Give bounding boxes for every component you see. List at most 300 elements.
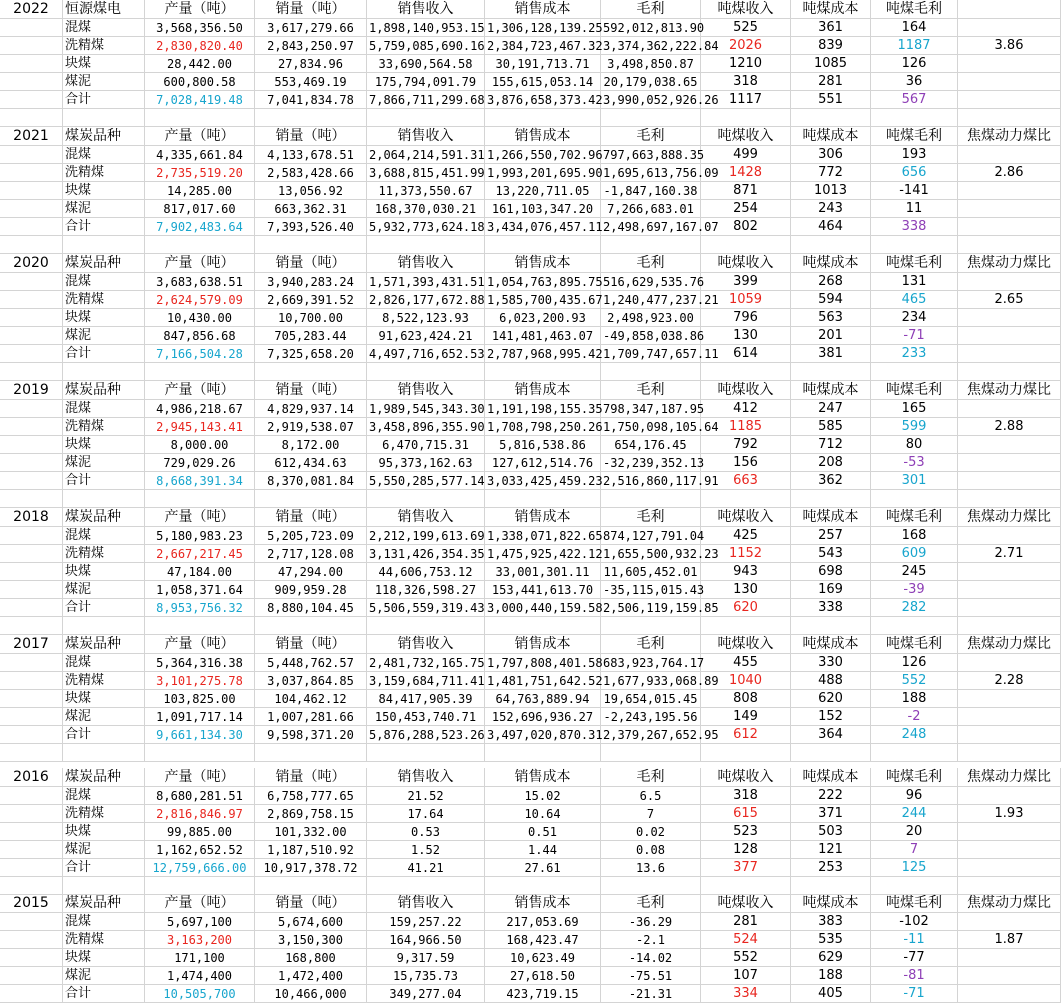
output-cell[interactable]: 3,163,200: [145, 931, 255, 949]
cost-cell[interactable]: 1,797,808,401.58: [487, 656, 603, 670]
per-ton-revenue-cell[interactable]: 792: [701, 436, 791, 454]
output-cell[interactable]: 2,667,217.45: [145, 545, 255, 563]
cost-cell[interactable]: 2,787,968,995.42: [487, 347, 603, 361]
column-header[interactable]: 销售收入: [367, 768, 485, 787]
coal-type-cell[interactable]: 合计: [63, 472, 145, 490]
per-ton-cost-cell[interactable]: 208: [791, 454, 871, 472]
gross-profit-cell[interactable]: 2,379,267,652.95: [603, 728, 719, 742]
empty-cell[interactable]: [0, 363, 63, 381]
column-header[interactable]: 销售收入: [367, 508, 485, 527]
cost-cell[interactable]: 30,191,713.71: [485, 55, 601, 73]
empty-cell[interactable]: [958, 690, 1061, 708]
gross-profit-cell[interactable]: 6.5: [601, 787, 701, 805]
per-ton-gross-cell[interactable]: 193: [871, 146, 958, 164]
empty-cell[interactable]: [0, 309, 63, 327]
empty-cell[interactable]: [145, 236, 255, 254]
empty-cell[interactable]: [485, 617, 601, 635]
column-header[interactable]: 销量（吨）: [255, 894, 367, 913]
revenue-cell[interactable]: 3,688,815,451.99: [369, 166, 485, 180]
column-header[interactable]: 吨煤成本: [791, 894, 871, 913]
gross-profit-cell[interactable]: -36.29: [601, 913, 701, 931]
gross-profit-cell[interactable]: 654,176.45: [601, 436, 701, 454]
empty-cell[interactable]: [601, 617, 701, 635]
cost-cell[interactable]: 1,481,751,642.52: [487, 674, 603, 688]
column-header[interactable]: 吨煤毛利: [871, 768, 958, 787]
revenue-cell[interactable]: 91,623,424.21: [367, 327, 485, 345]
empty-cell[interactable]: [871, 617, 958, 635]
revenue-cell[interactable]: 2,064,214,591.31: [369, 148, 485, 162]
column-header[interactable]: 煤炭品种: [63, 508, 145, 527]
empty-cell[interactable]: [958, 985, 1061, 1003]
per-ton-cost-cell[interactable]: 362: [791, 472, 871, 490]
empty-cell[interactable]: [0, 73, 63, 91]
per-ton-cost-cell[interactable]: 1085: [791, 55, 871, 73]
sales-cell[interactable]: 2,869,758.15: [255, 805, 367, 823]
empty-cell[interactable]: [958, 913, 1061, 931]
per-ton-revenue-cell[interactable]: 871: [701, 182, 791, 200]
per-ton-revenue-cell[interactable]: 412: [701, 400, 791, 418]
column-header[interactable]: 产量（吨）: [145, 635, 255, 654]
gross-profit-cell[interactable]: 1,677,933,068.89: [603, 674, 719, 688]
per-ton-gross-cell[interactable]: 233: [871, 345, 958, 363]
empty-cell[interactable]: [0, 454, 63, 472]
column-header[interactable]: 煤炭品种: [63, 381, 145, 400]
gross-profit-cell[interactable]: 3,990,052,926.26: [603, 93, 719, 107]
per-ton-cost-cell[interactable]: 169: [791, 581, 871, 599]
column-header[interactable]: 销售成本: [485, 0, 601, 19]
empty-cell[interactable]: [791, 236, 871, 254]
column-header[interactable]: 吨煤收入: [701, 635, 791, 654]
empty-cell[interactable]: [145, 877, 255, 895]
sales-cell[interactable]: 1,007,281.66: [255, 708, 367, 726]
column-header[interactable]: 销售成本: [485, 768, 601, 787]
per-ton-cost-cell[interactable]: 488: [791, 672, 871, 690]
empty-cell[interactable]: [701, 363, 791, 381]
per-ton-revenue-cell[interactable]: 1428: [701, 164, 791, 182]
revenue-cell[interactable]: 11,373,550.67: [367, 182, 485, 200]
per-ton-cost-cell[interactable]: 121: [791, 841, 871, 859]
per-ton-gross-cell[interactable]: -53: [871, 454, 958, 472]
per-ton-gross-cell[interactable]: 609: [871, 545, 958, 563]
coking-thermal-ratio-cell[interactable]: 3.86: [958, 37, 1061, 55]
sales-cell[interactable]: 5,205,723.09: [255, 527, 367, 545]
empty-cell[interactable]: [958, 859, 1061, 877]
column-header[interactable]: 吨煤收入: [701, 127, 791, 146]
column-header[interactable]: 销售收入: [367, 0, 485, 19]
gross-profit-cell[interactable]: 2,516,860,117.91: [603, 474, 719, 488]
empty-cell[interactable]: [871, 109, 958, 127]
empty-cell[interactable]: [485, 744, 601, 762]
gross-profit-cell[interactable]: 13.6: [601, 859, 701, 877]
column-header[interactable]: 吨煤收入: [701, 381, 791, 400]
per-ton-gross-cell[interactable]: 7: [871, 841, 958, 859]
per-ton-revenue-cell[interactable]: 620: [701, 599, 791, 617]
empty-cell[interactable]: [871, 490, 958, 508]
empty-cell[interactable]: [255, 109, 367, 127]
empty-cell[interactable]: [958, 563, 1061, 581]
per-ton-cost-cell[interactable]: 257: [791, 527, 871, 545]
column-header[interactable]: 销售成本: [485, 254, 601, 273]
cost-cell[interactable]: 27.61: [485, 859, 601, 877]
cost-cell[interactable]: 10.64: [485, 805, 601, 823]
per-ton-cost-cell[interactable]: 306: [791, 146, 871, 164]
empty-cell[interactable]: [871, 236, 958, 254]
per-ton-revenue-cell[interactable]: 523: [701, 823, 791, 841]
per-ton-revenue-cell[interactable]: 318: [701, 73, 791, 91]
revenue-cell[interactable]: 15,735.73: [367, 967, 485, 985]
column-header[interactable]: 产量（吨）: [145, 127, 255, 146]
coal-type-cell[interactable]: 混煤: [63, 19, 145, 37]
per-ton-revenue-cell[interactable]: 2026: [701, 37, 791, 55]
output-cell[interactable]: 14,285.00: [145, 182, 255, 200]
empty-cell[interactable]: [0, 877, 63, 895]
sales-cell[interactable]: 3,940,283.24: [255, 273, 367, 291]
sales-cell[interactable]: 3,037,864.85: [255, 672, 367, 690]
empty-cell[interactable]: [63, 877, 145, 895]
per-ton-revenue-cell[interactable]: 615: [701, 805, 791, 823]
output-cell[interactable]: 7,902,483.64: [145, 218, 255, 236]
gross-profit-cell[interactable]: -32,239,352.13: [603, 456, 705, 470]
column-header[interactable]: 焦煤动力煤比: [958, 768, 1061, 787]
column-header[interactable]: 吨煤成本: [791, 381, 871, 400]
per-ton-revenue-cell[interactable]: 1210: [701, 55, 791, 73]
column-header[interactable]: 产量（吨）: [145, 894, 255, 913]
column-header[interactable]: 销售成本: [485, 508, 601, 527]
empty-cell[interactable]: [145, 617, 255, 635]
cost-cell[interactable]: 27,618.50: [485, 967, 601, 985]
per-ton-cost-cell[interactable]: 1013: [791, 182, 871, 200]
gross-profit-cell[interactable]: 1,240,477,237.21: [603, 293, 719, 307]
empty-cell[interactable]: [958, 949, 1061, 967]
per-ton-revenue-cell[interactable]: 612: [701, 726, 791, 744]
column-header[interactable]: 销售成本: [485, 381, 601, 400]
cost-cell[interactable]: 161,103,347.20: [485, 200, 601, 218]
cost-cell[interactable]: 155,615,053.14: [485, 73, 601, 91]
empty-cell[interactable]: [601, 236, 701, 254]
sales-cell[interactable]: 6,758,777.65: [255, 787, 367, 805]
revenue-cell[interactable]: 8,522,123.93: [367, 309, 485, 327]
gross-profit-cell[interactable]: 516,629,535.76: [603, 275, 705, 289]
output-cell[interactable]: 1,091,717.14: [145, 708, 255, 726]
empty-cell[interactable]: [0, 182, 63, 200]
revenue-cell[interactable]: 3,458,896,355.90: [369, 420, 485, 434]
sales-cell[interactable]: 10,917,378.72: [255, 859, 367, 877]
coal-type-cell[interactable]: 合计: [63, 599, 145, 617]
column-header[interactable]: 焦煤动力煤比: [958, 381, 1061, 400]
per-ton-revenue-cell[interactable]: 425: [701, 527, 791, 545]
empty-cell[interactable]: [367, 877, 485, 895]
empty-cell[interactable]: [958, 454, 1061, 472]
empty-cell[interactable]: [0, 599, 63, 617]
per-ton-cost-cell[interactable]: 839: [791, 37, 871, 55]
empty-cell[interactable]: [958, 490, 1061, 508]
coal-type-cell[interactable]: 混煤: [63, 913, 145, 931]
cost-cell[interactable]: 6,023,200.93: [485, 309, 601, 327]
coal-type-cell[interactable]: 煤泥: [63, 967, 145, 985]
revenue-cell[interactable]: 44,606,753.12: [367, 563, 485, 581]
empty-cell[interactable]: [367, 744, 485, 762]
cost-cell[interactable]: 3,033,425,459.23: [487, 474, 603, 488]
revenue-cell[interactable]: 1.52: [367, 841, 485, 859]
per-ton-cost-cell[interactable]: 563: [791, 309, 871, 327]
sales-cell[interactable]: 909,959.28: [255, 581, 367, 599]
column-header[interactable]: 毛利: [601, 254, 701, 273]
gross-profit-cell[interactable]: 592,012,813.90: [603, 21, 705, 35]
gross-profit-cell[interactable]: 7: [601, 805, 701, 823]
per-ton-gross-cell[interactable]: 1187: [871, 37, 958, 55]
empty-cell[interactable]: [485, 490, 601, 508]
per-ton-cost-cell[interactable]: 383: [791, 913, 871, 931]
coal-type-cell[interactable]: 合计: [63, 859, 145, 877]
revenue-cell[interactable]: 6,470,715.31: [367, 436, 485, 454]
coal-type-cell[interactable]: 洗精煤: [63, 291, 145, 309]
revenue-cell[interactable]: 5,550,285,577.14: [369, 474, 485, 488]
empty-cell[interactable]: [958, 182, 1061, 200]
empty-cell[interactable]: [958, 273, 1061, 291]
empty-cell[interactable]: [0, 787, 63, 805]
coking-thermal-ratio-cell[interactable]: 2.86: [958, 164, 1061, 182]
per-ton-gross-cell[interactable]: 188: [871, 690, 958, 708]
output-cell[interactable]: 5,697,100: [145, 913, 255, 931]
empty-cell[interactable]: [0, 418, 63, 436]
output-cell[interactable]: 2,945,143.41: [145, 418, 255, 436]
gross-profit-cell[interactable]: 7,266,683.01: [601, 200, 701, 218]
cost-cell[interactable]: 1,191,198,155.35: [487, 402, 603, 416]
empty-cell[interactable]: [0, 164, 63, 182]
empty-cell[interactable]: [958, 55, 1061, 73]
empty-cell[interactable]: [63, 744, 145, 762]
empty-cell[interactable]: [958, 708, 1061, 726]
column-header[interactable]: 吨煤毛利: [871, 894, 958, 913]
revenue-cell[interactable]: 0.53: [367, 823, 485, 841]
empty-cell[interactable]: [0, 146, 63, 164]
per-ton-gross-cell[interactable]: -102: [871, 913, 958, 931]
output-cell[interactable]: 1,162,652.52: [145, 841, 255, 859]
sales-cell[interactable]: 8,370,081.84: [255, 472, 367, 490]
column-header[interactable]: 吨煤成本: [791, 127, 871, 146]
gross-profit-cell[interactable]: -49,858,038.86: [603, 329, 705, 343]
empty-cell[interactable]: [958, 400, 1061, 418]
cost-cell[interactable]: 3,876,658,373.42: [487, 93, 603, 107]
sales-cell[interactable]: 1,187,510.92: [255, 841, 367, 859]
cost-cell[interactable]: 33,001,301.11: [485, 563, 601, 581]
output-cell[interactable]: 729,029.26: [145, 454, 255, 472]
column-header[interactable]: 毛利: [601, 127, 701, 146]
column-header[interactable]: 吨煤成本: [791, 768, 871, 787]
column-header[interactable]: 吨煤毛利: [871, 127, 958, 146]
output-cell[interactable]: 12,759,666.00: [145, 859, 255, 877]
per-ton-cost-cell[interactable]: 698: [791, 563, 871, 581]
per-ton-revenue-cell[interactable]: 796: [701, 309, 791, 327]
empty-cell[interactable]: [0, 690, 63, 708]
per-ton-cost-cell[interactable]: 201: [791, 327, 871, 345]
gross-profit-cell[interactable]: 1,695,613,756.09: [603, 166, 719, 180]
per-ton-cost-cell[interactable]: 152: [791, 708, 871, 726]
per-ton-cost-cell[interactable]: 551: [791, 91, 871, 109]
per-ton-gross-cell[interactable]: 282: [871, 599, 958, 617]
gross-profit-cell[interactable]: 798,347,187.95: [603, 402, 705, 416]
column-header[interactable]: 销售收入: [367, 635, 485, 654]
per-ton-revenue-cell[interactable]: 130: [701, 581, 791, 599]
per-ton-revenue-cell[interactable]: 1040: [701, 672, 791, 690]
output-cell[interactable]: 99,885.00: [145, 823, 255, 841]
revenue-cell[interactable]: 5,876,288,523.26: [369, 728, 485, 742]
empty-cell[interactable]: [958, 218, 1061, 236]
per-ton-gross-cell[interactable]: 11: [871, 200, 958, 218]
empty-cell[interactable]: [601, 744, 701, 762]
coal-type-cell[interactable]: 块煤: [63, 949, 145, 967]
column-header[interactable]: 吨煤收入: [701, 768, 791, 787]
gross-profit-cell[interactable]: -35,115,015.43: [603, 583, 705, 597]
gross-profit-cell[interactable]: -1,847,160.38: [601, 182, 701, 200]
revenue-cell[interactable]: 164,966.50: [367, 931, 485, 949]
empty-cell[interactable]: [0, 823, 63, 841]
revenue-cell[interactable]: 168,370,030.21: [367, 200, 485, 218]
revenue-cell[interactable]: 95,373,162.63: [367, 454, 485, 472]
year-label[interactable]: 2015: [0, 894, 63, 913]
revenue-cell[interactable]: 84,417,905.39: [367, 690, 485, 708]
per-ton-revenue-cell[interactable]: 524: [701, 931, 791, 949]
year-label[interactable]: 2021: [0, 127, 63, 146]
empty-cell[interactable]: [0, 563, 63, 581]
empty-cell[interactable]: [0, 273, 63, 291]
empty-cell[interactable]: [485, 877, 601, 895]
column-header[interactable]: 煤炭品种: [63, 127, 145, 146]
cost-cell[interactable]: 152,696,936.27: [485, 708, 601, 726]
coal-type-cell[interactable]: 洗精煤: [63, 164, 145, 182]
column-header[interactable]: 焦煤动力煤比: [958, 894, 1061, 913]
output-cell[interactable]: 3,101,275.78: [145, 672, 255, 690]
gross-profit-cell[interactable]: 1,750,098,105.64: [603, 420, 719, 434]
cost-cell[interactable]: 13,220,711.05: [485, 182, 601, 200]
cost-cell[interactable]: 3,434,076,457.11: [487, 220, 603, 234]
output-cell[interactable]: 5,364,316.38: [145, 654, 255, 672]
empty-cell[interactable]: [367, 109, 485, 127]
coal-type-cell[interactable]: 洗精煤: [63, 37, 145, 55]
per-ton-revenue-cell[interactable]: 281: [701, 913, 791, 931]
revenue-cell[interactable]: 3,159,684,711.41: [369, 674, 485, 688]
coal-type-cell[interactable]: 合计: [63, 345, 145, 363]
per-ton-gross-cell[interactable]: 36: [871, 73, 958, 91]
empty-cell[interactable]: [958, 345, 1061, 363]
empty-cell[interactable]: [958, 146, 1061, 164]
coal-type-cell[interactable]: 煤泥: [63, 841, 145, 859]
per-ton-revenue-cell[interactable]: 149: [701, 708, 791, 726]
column-header[interactable]: 吨煤收入: [701, 254, 791, 273]
coal-type-cell[interactable]: 煤泥: [63, 73, 145, 91]
per-ton-cost-cell[interactable]: 371: [791, 805, 871, 823]
per-ton-revenue-cell[interactable]: 254: [701, 200, 791, 218]
year-label[interactable]: 2019: [0, 381, 63, 400]
empty-cell[interactable]: [145, 744, 255, 762]
column-header[interactable]: 吨煤收入: [701, 894, 791, 913]
per-ton-gross-cell[interactable]: 165: [871, 400, 958, 418]
per-ton-gross-cell[interactable]: 599: [871, 418, 958, 436]
cost-cell[interactable]: 1,708,798,250.26: [487, 420, 603, 434]
column-header[interactable]: 吨煤收入: [701, 508, 791, 527]
revenue-cell[interactable]: 1,898,140,953.15: [369, 21, 485, 35]
sales-cell[interactable]: 4,829,937.14: [255, 400, 367, 418]
sales-cell[interactable]: 8,172.00: [255, 436, 367, 454]
empty-cell[interactable]: [701, 109, 791, 127]
empty-cell[interactable]: [958, 472, 1061, 490]
empty-cell[interactable]: [255, 490, 367, 508]
per-ton-revenue-cell[interactable]: 1059: [701, 291, 791, 309]
sales-cell[interactable]: 5,448,762.57: [255, 654, 367, 672]
coal-type-cell[interactable]: 块煤: [63, 55, 145, 73]
cost-cell[interactable]: 217,053.69: [485, 913, 601, 931]
output-cell[interactable]: 2,830,820.40: [145, 37, 255, 55]
coking-thermal-ratio-cell[interactable]: 1.87: [958, 931, 1061, 949]
revenue-cell[interactable]: 5,932,773,624.18: [369, 220, 485, 234]
gross-profit-cell[interactable]: 11,605,452.01: [601, 563, 701, 581]
sales-cell[interactable]: 2,583,428.66: [255, 164, 367, 182]
column-header[interactable]: 销售收入: [367, 381, 485, 400]
empty-cell[interactable]: [367, 236, 485, 254]
coal-type-cell[interactable]: 洗精煤: [63, 931, 145, 949]
empty-cell[interactable]: [958, 967, 1061, 985]
empty-cell[interactable]: [871, 363, 958, 381]
sales-cell[interactable]: 3,617,279.66: [255, 19, 367, 37]
column-header[interactable]: 吨煤毛利: [871, 254, 958, 273]
coking-thermal-ratio-cell[interactable]: 2.28: [958, 672, 1061, 690]
per-ton-gross-cell[interactable]: 126: [871, 654, 958, 672]
output-cell[interactable]: 600,800.58: [145, 73, 255, 91]
empty-cell[interactable]: [485, 236, 601, 254]
per-ton-revenue-cell[interactable]: 808: [701, 690, 791, 708]
column-header[interactable]: 毛利: [601, 894, 701, 913]
sales-cell[interactable]: 2,717,128.08: [255, 545, 367, 563]
per-ton-gross-cell[interactable]: 168: [871, 527, 958, 545]
per-ton-cost-cell[interactable]: 535: [791, 931, 871, 949]
column-header[interactable]: 焦煤动力煤比: [958, 254, 1061, 273]
empty-cell[interactable]: [701, 490, 791, 508]
output-cell[interactable]: 1,474,400: [145, 967, 255, 985]
empty-cell[interactable]: [0, 581, 63, 599]
column-header[interactable]: 吨煤成本: [791, 508, 871, 527]
column-header[interactable]: 吨煤毛利: [871, 635, 958, 654]
empty-cell[interactable]: [255, 236, 367, 254]
empty-cell[interactable]: [0, 841, 63, 859]
column-header[interactable]: 销量（吨）: [255, 635, 367, 654]
sales-cell[interactable]: 7,393,526.40: [255, 218, 367, 236]
empty-cell[interactable]: [958, 617, 1061, 635]
output-cell[interactable]: 2,735,519.20: [145, 164, 255, 182]
year-label[interactable]: 2022: [0, 0, 63, 19]
cost-cell[interactable]: 1,266,550,702.96: [487, 148, 603, 162]
empty-cell[interactable]: [0, 55, 63, 73]
column-header[interactable]: 恒源煤电: [63, 0, 145, 19]
revenue-cell[interactable]: 5,506,559,319.43: [369, 601, 485, 615]
coal-type-cell[interactable]: 煤泥: [63, 200, 145, 218]
column-header[interactable]: 产量（吨）: [145, 254, 255, 273]
sales-cell[interactable]: 7,325,658.20: [255, 345, 367, 363]
column-header[interactable]: 销量（吨）: [255, 768, 367, 787]
per-ton-gross-cell[interactable]: 465: [871, 291, 958, 309]
per-ton-revenue-cell[interactable]: 455: [701, 654, 791, 672]
cost-cell[interactable]: 1,475,925,422.12: [487, 547, 603, 561]
output-cell[interactable]: 171,100: [145, 949, 255, 967]
column-header[interactable]: 销量（吨）: [255, 127, 367, 146]
empty-cell[interactable]: [0, 949, 63, 967]
per-ton-revenue-cell[interactable]: 802: [701, 218, 791, 236]
coking-thermal-ratio-cell[interactable]: 2.71: [958, 545, 1061, 563]
empty-cell[interactable]: [958, 19, 1061, 37]
per-ton-revenue-cell[interactable]: 1152: [701, 545, 791, 563]
output-cell[interactable]: 7,166,504.28: [145, 345, 255, 363]
empty-cell[interactable]: [0, 218, 63, 236]
output-cell[interactable]: 103,825.00: [145, 690, 255, 708]
